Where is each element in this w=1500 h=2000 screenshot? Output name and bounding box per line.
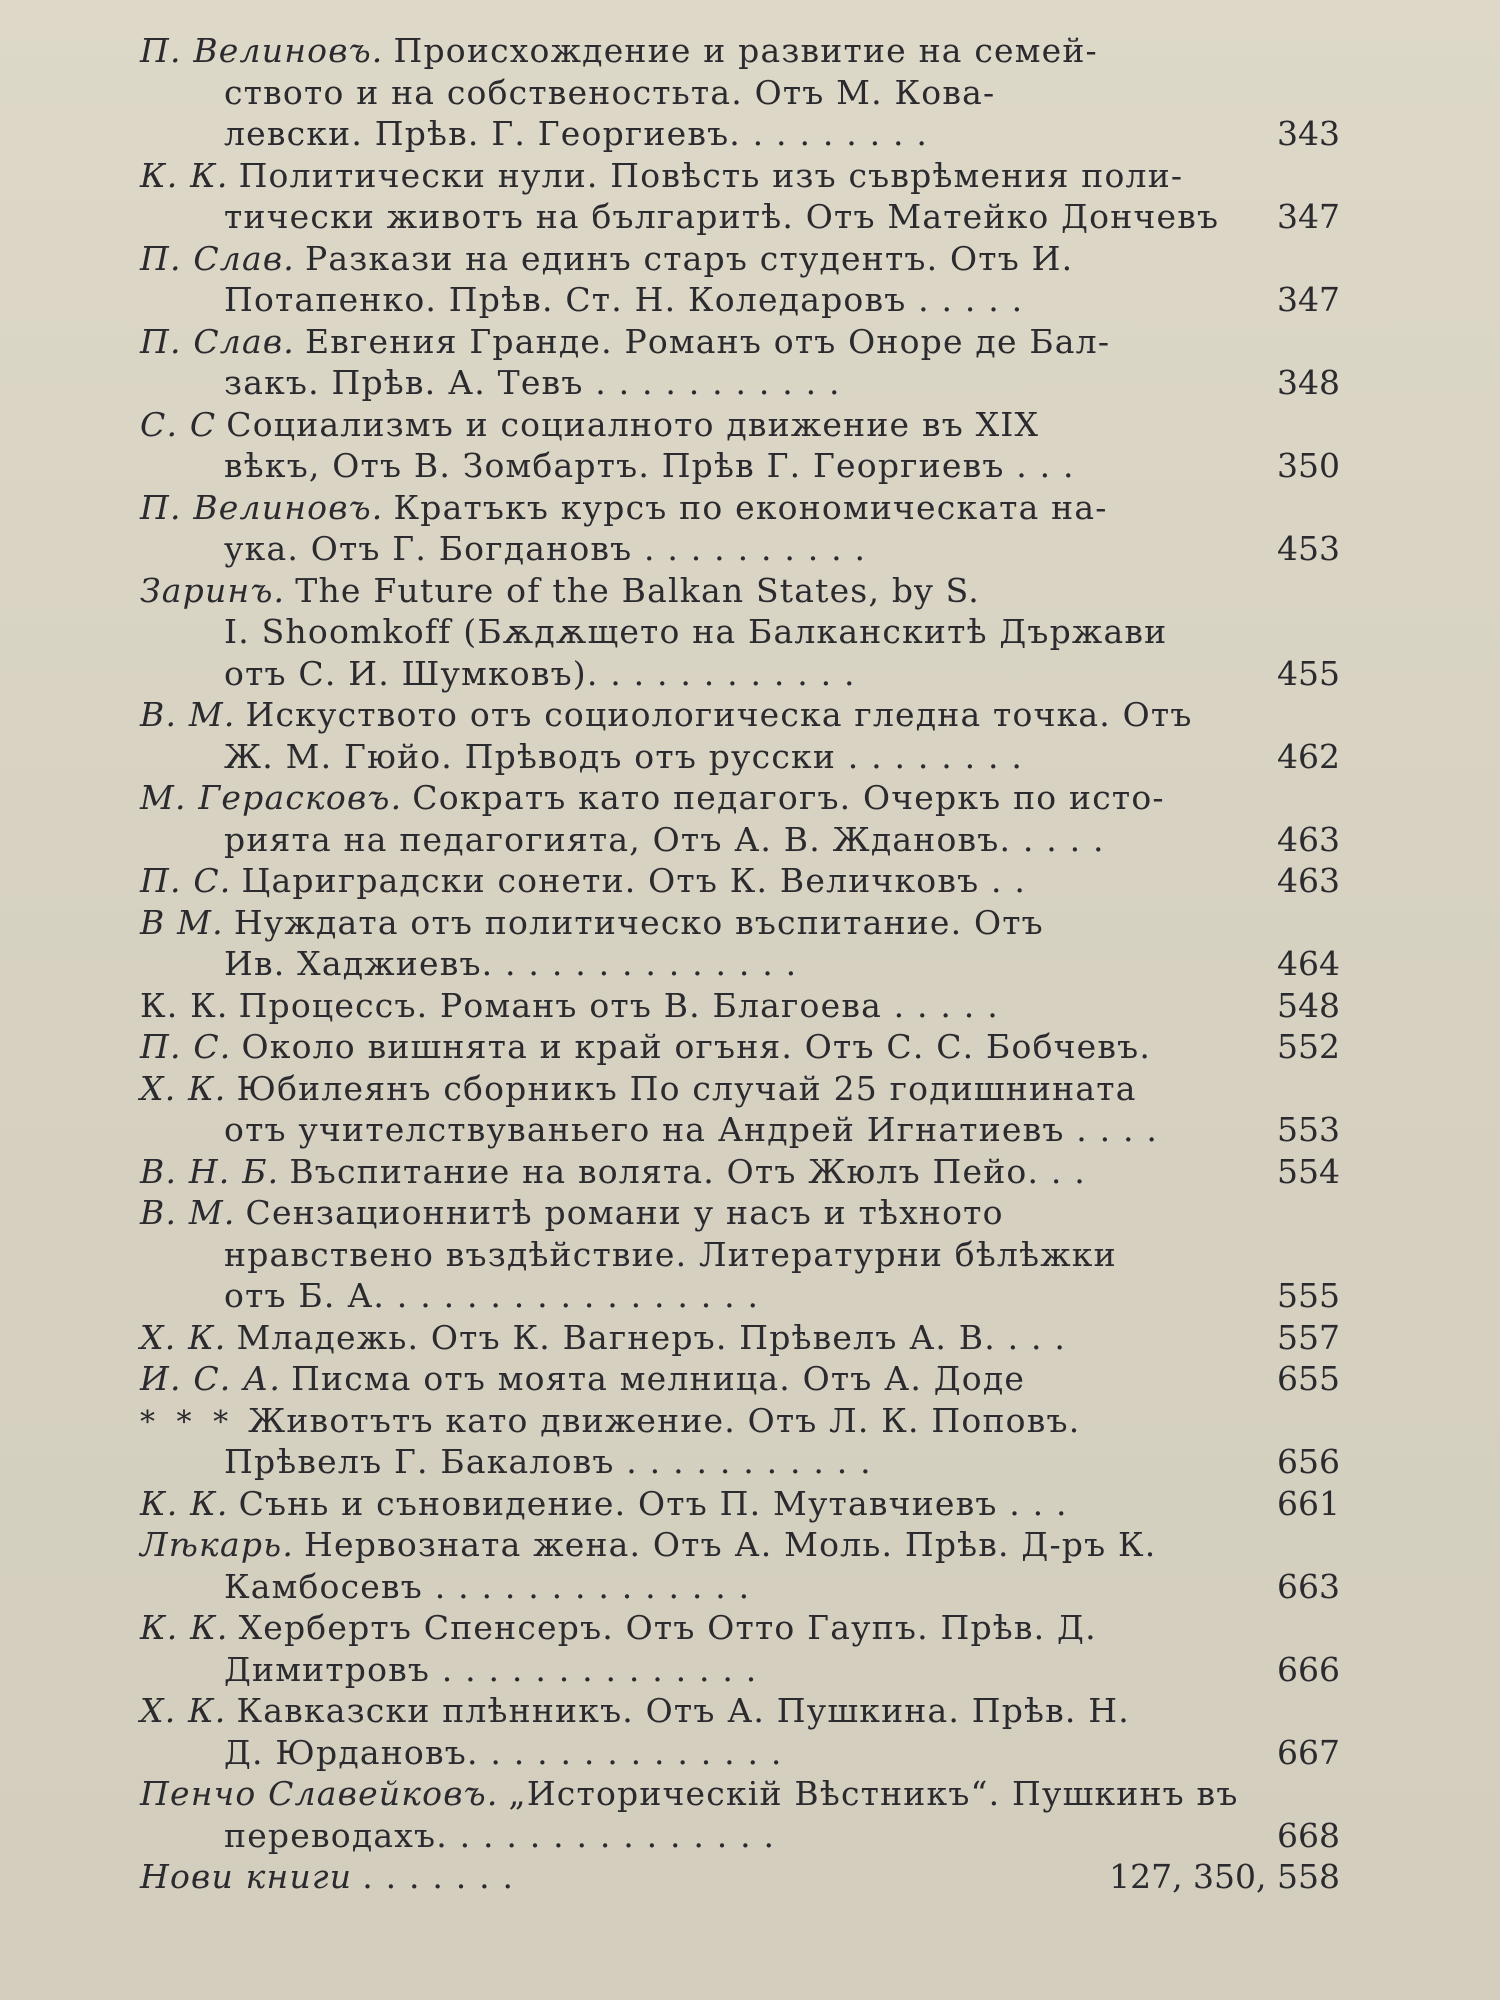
toc-entry	[140, 1317, 1350, 1359]
toc-entry-page-number: 667	[1277, 1732, 1340, 1772]
toc-entry-author: П. Велиновъ.	[140, 487, 384, 527]
toc-entry-author: К. К.	[140, 1608, 229, 1647]
toc-entry-line	[140, 1483, 1350, 1525]
toc-entry-line	[140, 404, 1350, 446]
toc-entry	[140, 1358, 1350, 1400]
toc-entry-title: закъ. Прѣв. А. Тевъ . . . . . . . . . . .	[224, 363, 841, 402]
toc-entry-line	[140, 1732, 1350, 1774]
toc-entry-page-number: 462	[1277, 736, 1340, 776]
toc-entry-line	[140, 985, 1350, 1027]
toc-entry-page-number: 668	[1277, 1815, 1340, 1855]
toc-entry-author: М. Герасковъ.	[140, 778, 403, 817]
toc-entry-title: нравствено въздѣйствие. Литературни бѣлѣжки	[224, 1234, 1117, 1274]
toc-entry	[140, 238, 1350, 321]
toc-entry-page-number: 463	[1277, 861, 1340, 900]
toc-entry-page-number: 455	[1277, 653, 1340, 693]
toc-entry	[140, 1151, 1350, 1193]
toc-entry-title: Ж. М. Гюйо. Прѣводъ отъ русски . . . . . . . .	[224, 736, 1024, 776]
toc-entry-author: В. М.	[140, 1193, 236, 1232]
toc-entry-line	[140, 238, 1350, 280]
toc-entry-title: Писма отъ моята мелница. Отъ А. Доде	[291, 1359, 1026, 1398]
toc-entry-line	[140, 736, 1350, 778]
toc-entry-author: В. М.	[140, 695, 236, 734]
toc-entry-title: Ив. Хаджиевъ. . . . . . . . . . . . . .	[224, 944, 798, 983]
toc-entry-title: Около вишнята и край огъня. Отъ С. С. Бобчевъ.	[241, 1027, 1152, 1066]
toc-entry-title: Потапенко. Прѣв. Ст. Н. Коледаровъ . . . . .	[224, 280, 1024, 319]
toc-entry-author: Х. К.	[140, 1068, 227, 1108]
toc-entry	[140, 155, 1350, 238]
toc-entry-line	[140, 321, 1350, 363]
toc-entry-title: I. Shoomkoff (Бѫдѫщето на Балканскитѣ Държави	[224, 612, 1168, 651]
toc-entry-author: * * *	[140, 1404, 235, 1440]
toc-entry-line	[140, 1524, 1350, 1566]
toc-entry-page-number: 350	[1277, 446, 1340, 485]
toc-entry-title: рията на педагогията, Отъ А. В. Ждановъ. . . . .	[224, 819, 1105, 859]
toc-entry-title: левски. Прѣв. Г. Георгиевъ. . . . . . . . .	[224, 114, 929, 153]
toc-entry-author: Нови книги	[140, 1857, 353, 1896]
toc-entry-author: П. С.	[140, 1027, 232, 1066]
toc-entry-line	[140, 528, 1350, 570]
toc-entry-line	[140, 611, 1350, 653]
toc-entry-line	[140, 1649, 1350, 1691]
toc-entry	[140, 30, 1350, 155]
toc-entry-title: Кратъкъ курсъ по економическата на-	[393, 487, 1108, 527]
toc-entry-author: Заринъ.	[140, 570, 286, 610]
toc-entry-line	[140, 1317, 1350, 1359]
toc-entry-page-number: 347	[1277, 280, 1340, 319]
toc-entry-title: Нервозната жена. Отъ А. Моль. Прѣв. Д-ръ К.	[304, 1525, 1157, 1564]
toc-entry-title: Въспитание на волята. Отъ Жюлъ Пейо. . .	[289, 1151, 1086, 1191]
toc-entry-line	[140, 362, 1350, 404]
toc-entry-page-number: 557	[1277, 1317, 1340, 1357]
toc-entry-title: Социализмъ и социалното движение въ XIX	[226, 404, 1040, 444]
toc-entry	[140, 1773, 1350, 1856]
toc-entry-line	[140, 487, 1350, 529]
toc-entry-page-number: 343	[1277, 114, 1340, 153]
toc-entry-title: Камбосевъ . . . . . . . . . . . . . .	[224, 1566, 751, 1606]
toc-entry-line	[140, 1192, 1350, 1234]
toc-entry-line	[140, 819, 1350, 861]
toc-entry-author: П. Велиновъ.	[140, 31, 384, 70]
toc-entry-author: К. К.	[140, 985, 229, 1025]
toc-entry-page-number: 127, 350, 558	[1109, 1857, 1340, 1896]
toc-entry-author: С. С	[140, 404, 217, 444]
toc-entry-title: Происхождение и развитие на семей-	[393, 31, 1098, 70]
toc-entry	[140, 777, 1350, 860]
toc-entry-line	[140, 1441, 1350, 1483]
toc-entry-page-number: 553	[1277, 1110, 1340, 1149]
toc-entry-author: К. К.	[140, 155, 229, 195]
toc-entry-author: Лѣкарь.	[140, 1525, 295, 1564]
toc-entry-line	[140, 1690, 1350, 1732]
toc-entry-author: К. К.	[140, 1483, 229, 1523]
toc-entry-page-number: 555	[1277, 1276, 1340, 1315]
toc-entry	[140, 1068, 1350, 1151]
toc-entry-page-number: 463	[1277, 819, 1340, 859]
toc-entry-page-number: 661	[1277, 1483, 1340, 1523]
toc-entry-author: П. Слав.	[140, 321, 295, 361]
toc-entry-author: П. Слав.	[140, 238, 295, 278]
toc-entry-page-number: 347	[1277, 197, 1340, 236]
toc-entry	[140, 1026, 1350, 1068]
toc-entry-page-number: 453	[1277, 529, 1340, 568]
toc-entry	[140, 694, 1350, 777]
toc-entry-line	[140, 1068, 1350, 1110]
toc-entry-title: . . . . . . .	[362, 1857, 515, 1896]
toc-entry-line	[140, 196, 1350, 238]
toc-entry-title: переводахъ. . . . . . . . . . . . . . .	[224, 1815, 776, 1855]
toc-entry	[140, 1483, 1350, 1525]
toc-entry-title: Политически нули. Повѣсть изъ съврѣмения поли-	[238, 155, 1184, 195]
toc-entry-line	[140, 1856, 1350, 1898]
toc-entry-title: Сократъ като педагогъ. Очеркъ по исто-	[412, 778, 1165, 817]
toc-entry-page-number: 548	[1277, 985, 1340, 1025]
toc-entry-line	[140, 860, 1350, 902]
toc-entry-line	[140, 445, 1350, 487]
toc-entry-line	[140, 653, 1350, 695]
toc-entry-title: Нуждата отъ политическо въспитание. Отъ	[233, 902, 1044, 942]
toc-entry-page-number: 666	[1277, 1649, 1340, 1689]
toc-entry-line	[140, 1026, 1350, 1068]
toc-entry-line	[140, 694, 1350, 736]
toc-entry-page-number: 552	[1277, 1027, 1340, 1066]
toc-entry-title: отъ учителствуваньего на Андрей Игнатиевъ . . . .	[224, 1110, 1159, 1149]
toc-entry-title: Искуството отъ социологическа гледна точка. Отъ	[245, 695, 1193, 734]
toc-entry-author: Х. К.	[140, 1317, 227, 1357]
toc-entry-author: Х. К.	[140, 1691, 227, 1730]
toc-entry-title: вѣкъ, Отъ В. Зомбартъ. Прѣв Г. Георгиевъ . . .	[224, 446, 1075, 485]
toc-entry	[140, 860, 1350, 902]
toc-entry-author: П. С.	[140, 861, 232, 900]
toc-entry	[140, 902, 1350, 985]
toc-entry-page-number: 348	[1277, 363, 1340, 402]
toc-entry	[140, 1856, 1350, 1898]
toc-entry-author: Пенчо Славейковъ.	[140, 1774, 499, 1813]
toc-entry-title: Кавказски плѣнникъ. Отъ А. Пушкина. Прѣв. Н.	[236, 1691, 1130, 1730]
toc-entry-title: Младежь. Отъ К. Вагнеръ. Прѣвелъ А. В. . . .	[236, 1317, 1067, 1357]
toc-entry-line	[140, 72, 1350, 114]
toc-entry-line	[140, 279, 1350, 321]
toc-entry-line	[140, 777, 1350, 819]
toc-entry-page-number: 554	[1277, 1151, 1340, 1191]
toc-entry	[140, 1192, 1350, 1317]
toc-entry-page-number: 655	[1277, 1359, 1340, 1398]
toc-entry-page-number: 464	[1277, 944, 1340, 983]
toc-entry-title: отъ Б. А. . . . . . . . . . . . . . . . .	[224, 1276, 760, 1315]
toc-entry-title: Разкази на единъ старъ студентъ. Отъ И.	[305, 238, 1074, 278]
toc-entry	[140, 404, 1350, 487]
toc-entry	[140, 487, 1350, 570]
toc-entry-title: Цариградски сонети. Отъ К. Величковъ . .	[241, 861, 1027, 900]
toc-entry-title: Юбилеянъ сборникъ По случай 25 годишнината	[236, 1068, 1137, 1108]
toc-entry-line	[140, 1151, 1350, 1193]
toc-entry	[140, 1690, 1350, 1773]
toc-entry-title: The Future of the Balkan States, by S.	[295, 570, 980, 610]
toc-entry-title: Хербертъ Спенсеръ. Отъ Отто Гаупъ. Прѣв. Д.	[238, 1608, 1097, 1647]
toc-entry-page-number: 663	[1277, 1566, 1340, 1606]
toc-entry-page-number: 656	[1277, 1442, 1340, 1481]
toc-entry-title: ството и на собственостьта. Отъ М. Кова-	[224, 72, 996, 112]
toc-entry-author: В. Н. Б.	[140, 1151, 280, 1191]
toc-entry	[140, 1524, 1350, 1607]
toc-entry-line	[140, 1607, 1350, 1649]
toc-entry-title: Сънь и съновидение. Отъ П. Мутавчиевъ . . .	[238, 1483, 1068, 1523]
toc-entry-title: Сензационнитѣ романи у насъ и тѣхното	[245, 1193, 1004, 1232]
toc-entry-line	[140, 1358, 1350, 1400]
toc-entry-line	[140, 943, 1350, 985]
toc-entry-author: И. С. А.	[140, 1359, 282, 1398]
toc-entry-line	[140, 1400, 1350, 1442]
toc-entry-title: Димитровъ . . . . . . . . . . . . . .	[224, 1649, 758, 1689]
toc-entry	[140, 321, 1350, 404]
table-of-contents	[140, 30, 1350, 1898]
toc-entry-line	[140, 902, 1350, 944]
toc-entry-title: тически животъ на българитѣ. Отъ Матейко Дончевъ	[224, 197, 1220, 236]
toc-entry-title: Процессъ. Романъ отъ В. Благоева . . . . .	[238, 985, 999, 1025]
toc-entry-line	[140, 155, 1350, 197]
toc-entry-title: ука. Отъ Г. Богдановъ . . . . . . . . . .	[224, 529, 867, 568]
toc-entry-title: Д. Юрдановъ. . . . . . . . . . . . . .	[224, 1732, 783, 1772]
toc-entry-title: Евгения Гранде. Романъ отъ Оноре де Бал-	[305, 321, 1111, 361]
toc-entry	[140, 1607, 1350, 1690]
toc-entry	[140, 570, 1350, 695]
toc-entry-title: Прѣвелъ Г. Бакаловъ . . . . . . . . . . .	[224, 1442, 872, 1481]
toc-entry-title: отъ С. И. Шумковъ). . . . . . . . . . . .	[224, 653, 856, 693]
toc-entry-line	[140, 1815, 1350, 1857]
toc-entry	[140, 985, 1350, 1027]
toc-entry-title: „Историческiй Вѣстникъ“. Пушкинъ въ	[508, 1774, 1239, 1813]
toc-entry-title: Животътъ като движение. Отъ Л. К. Поповъ.	[248, 1400, 1081, 1440]
toc-entry-author: В М.	[140, 902, 224, 942]
toc-entry-line	[140, 1566, 1350, 1608]
toc-entry-line	[140, 570, 1350, 612]
toc-entry-line	[140, 1234, 1350, 1276]
toc-entry-line	[140, 1275, 1350, 1317]
toc-entry-line	[140, 1109, 1350, 1151]
toc-entry-line	[140, 30, 1350, 72]
toc-entry	[140, 1400, 1350, 1483]
toc-entry-line	[140, 1773, 1350, 1815]
toc-entry-line	[140, 113, 1350, 155]
